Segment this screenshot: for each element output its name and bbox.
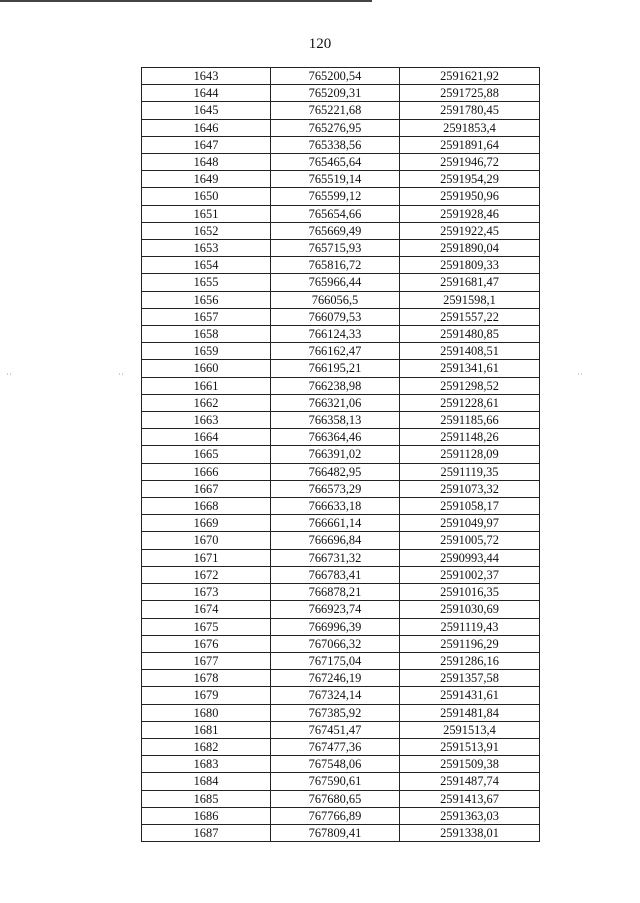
- x-coordinate-cell: 767809,41: [271, 824, 400, 841]
- x-coordinate-cell: 765816,72: [271, 257, 400, 274]
- point-number-cell: 1660: [142, 360, 271, 377]
- y-coordinate-cell: 2591946,72: [400, 154, 540, 171]
- y-coordinate-cell: 2591005,72: [400, 532, 540, 549]
- table-row: [142, 205, 540, 222]
- x-coordinate-cell: 765200,54: [271, 68, 400, 85]
- point-number-cell: 1677: [142, 652, 271, 669]
- x-coordinate-cell: 766731,32: [271, 549, 400, 566]
- y-coordinate-cell: 2591681,47: [400, 274, 540, 291]
- y-coordinate-cell: 2590993,44: [400, 549, 540, 566]
- x-coordinate-cell: 767175,04: [271, 652, 400, 669]
- table-row: [142, 549, 540, 566]
- x-coordinate-cell: 767066,32: [271, 635, 400, 652]
- x-coordinate-cell: 766573,29: [271, 480, 400, 497]
- point-number-cell: 1678: [142, 670, 271, 687]
- table-row: [142, 394, 540, 411]
- table-row: [142, 360, 540, 377]
- y-coordinate-cell: 2591148,26: [400, 429, 540, 446]
- table-row: [142, 240, 540, 257]
- point-number-cell: 1656: [142, 291, 271, 308]
- x-coordinate-cell: 766391,02: [271, 446, 400, 463]
- point-number-cell: 1653: [142, 240, 271, 257]
- x-coordinate-cell: 766056,5: [271, 291, 400, 308]
- x-coordinate-cell: 767246,19: [271, 670, 400, 687]
- table-row: [142, 463, 540, 480]
- table-row: [142, 68, 540, 85]
- point-number-cell: 1645: [142, 102, 271, 119]
- point-number-cell: 1672: [142, 566, 271, 583]
- point-number-cell: 1687: [142, 824, 271, 841]
- y-coordinate-cell: 2591286,16: [400, 652, 540, 669]
- table-row: [142, 480, 540, 497]
- x-coordinate-cell: 766162,47: [271, 343, 400, 360]
- scan-mark-inner: ˙˙: [118, 372, 124, 382]
- point-number-cell: 1643: [142, 68, 271, 85]
- point-number-cell: 1657: [142, 308, 271, 325]
- y-coordinate-cell: 2591922,45: [400, 222, 540, 239]
- y-coordinate-cell: 2591413,67: [400, 790, 540, 807]
- table-row: [142, 154, 540, 171]
- point-number-cell: 1673: [142, 584, 271, 601]
- y-coordinate-cell: 2591119,35: [400, 463, 540, 480]
- point-number-cell: 1682: [142, 738, 271, 755]
- point-number-cell: 1648: [142, 154, 271, 171]
- table-row: [142, 515, 540, 532]
- point-number-cell: 1667: [142, 480, 271, 497]
- point-number-cell: 1646: [142, 119, 271, 136]
- x-coordinate-cell: 767385,92: [271, 704, 400, 721]
- table-row: [142, 308, 540, 325]
- y-coordinate-cell: 2591016,35: [400, 584, 540, 601]
- y-coordinate-cell: 2591928,46: [400, 205, 540, 222]
- y-coordinate-cell: 2591058,17: [400, 498, 540, 515]
- y-coordinate-cell: 2591338,01: [400, 824, 540, 841]
- y-coordinate-cell: 2591725,88: [400, 85, 540, 102]
- x-coordinate-cell: 766878,21: [271, 584, 400, 601]
- table-row: [142, 222, 540, 239]
- table-row: [142, 188, 540, 205]
- x-coordinate-cell: 767324,14: [271, 687, 400, 704]
- table-row: [142, 377, 540, 394]
- y-coordinate-cell: 2591954,29: [400, 171, 540, 188]
- y-coordinate-cell: 2591128,09: [400, 446, 540, 463]
- x-coordinate-cell: 766783,41: [271, 566, 400, 583]
- y-coordinate-cell: 2591890,04: [400, 240, 540, 257]
- y-coordinate-cell: 2591298,52: [400, 377, 540, 394]
- point-number-cell: 1664: [142, 429, 271, 446]
- y-coordinate-cell: 2591557,22: [400, 308, 540, 325]
- y-coordinate-cell: 2591196,29: [400, 635, 540, 652]
- y-coordinate-cell: 2591049,97: [400, 515, 540, 532]
- table-row: [142, 171, 540, 188]
- x-coordinate-cell: 766696,84: [271, 532, 400, 549]
- x-coordinate-cell: 766996,39: [271, 618, 400, 635]
- table-row: [142, 824, 540, 841]
- table-row: [142, 738, 540, 755]
- x-coordinate-cell: 765519,14: [271, 171, 400, 188]
- point-number-cell: 1668: [142, 498, 271, 515]
- point-number-cell: 1685: [142, 790, 271, 807]
- x-coordinate-cell: 766124,33: [271, 326, 400, 343]
- table-row: [142, 446, 540, 463]
- y-coordinate-cell: 2591002,37: [400, 566, 540, 583]
- x-coordinate-cell: 765966,44: [271, 274, 400, 291]
- point-number-cell: 1679: [142, 687, 271, 704]
- x-coordinate-cell: 766321,06: [271, 394, 400, 411]
- y-coordinate-cell: 2591185,66: [400, 412, 540, 429]
- point-number-cell: 1650: [142, 188, 271, 205]
- x-coordinate-cell: 765276,95: [271, 119, 400, 136]
- x-coordinate-cell: 767477,36: [271, 738, 400, 755]
- x-coordinate-cell: 766364,46: [271, 429, 400, 446]
- point-number-cell: 1654: [142, 257, 271, 274]
- point-number-cell: 1665: [142, 446, 271, 463]
- point-number-cell: 1649: [142, 171, 271, 188]
- y-coordinate-cell: 2591513,91: [400, 738, 540, 755]
- x-coordinate-cell: 765221,68: [271, 102, 400, 119]
- table-row: [142, 807, 540, 824]
- table-row: [142, 670, 540, 687]
- table-row: [142, 326, 540, 343]
- scan-mark-right: ˙˙: [577, 372, 583, 382]
- y-coordinate-cell: 2591431,61: [400, 687, 540, 704]
- y-coordinate-cell: 2591891,64: [400, 136, 540, 153]
- table-row: [142, 618, 540, 635]
- table-row: [142, 532, 540, 549]
- point-number-cell: 1651: [142, 205, 271, 222]
- x-coordinate-cell: 766195,21: [271, 360, 400, 377]
- table-row: [142, 601, 540, 618]
- point-number-cell: 1663: [142, 412, 271, 429]
- y-coordinate-cell: 2591119,43: [400, 618, 540, 635]
- y-coordinate-cell: 2591480,85: [400, 326, 540, 343]
- point-number-cell: 1674: [142, 601, 271, 618]
- table-row: [142, 274, 540, 291]
- x-coordinate-cell: 766238,98: [271, 377, 400, 394]
- table-row: [142, 704, 540, 721]
- coordinates-table: [141, 67, 540, 842]
- point-number-cell: 1670: [142, 532, 271, 549]
- table-row: [142, 412, 540, 429]
- point-number-cell: 1652: [142, 222, 271, 239]
- table-row: [142, 687, 540, 704]
- x-coordinate-cell: 766661,14: [271, 515, 400, 532]
- point-number-cell: 1662: [142, 394, 271, 411]
- point-number-cell: 1684: [142, 773, 271, 790]
- point-number-cell: 1647: [142, 136, 271, 153]
- table-row: [142, 291, 540, 308]
- x-coordinate-cell: 766633,18: [271, 498, 400, 515]
- x-coordinate-cell: 766079,53: [271, 308, 400, 325]
- y-coordinate-cell: 2591950,96: [400, 188, 540, 205]
- y-coordinate-cell: 2591780,45: [400, 102, 540, 119]
- x-coordinate-cell: 765338,56: [271, 136, 400, 153]
- y-coordinate-cell: 2591228,61: [400, 394, 540, 411]
- x-coordinate-cell: 765465,64: [271, 154, 400, 171]
- x-coordinate-cell: 767590,61: [271, 773, 400, 790]
- point-number-cell: 1686: [142, 807, 271, 824]
- page-number: 120: [308, 36, 332, 52]
- y-coordinate-cell: 2591030,69: [400, 601, 540, 618]
- x-coordinate-cell: 765209,31: [271, 85, 400, 102]
- point-number-cell: 1658: [142, 326, 271, 343]
- x-coordinate-cell: 767451,47: [271, 721, 400, 738]
- x-coordinate-cell: 767548,06: [271, 756, 400, 773]
- point-number-cell: 1655: [142, 274, 271, 291]
- y-coordinate-cell: 2591809,33: [400, 257, 540, 274]
- table-row: [142, 85, 540, 102]
- x-coordinate-cell: 765669,49: [271, 222, 400, 239]
- table-row: [142, 721, 540, 738]
- scan-mark-left: ˙˙: [6, 372, 12, 382]
- top-rule: [0, 0, 372, 2]
- point-number-cell: 1644: [142, 85, 271, 102]
- x-coordinate-cell: 765715,93: [271, 240, 400, 257]
- x-coordinate-cell: 767680,65: [271, 790, 400, 807]
- y-coordinate-cell: 2591073,32: [400, 480, 540, 497]
- y-coordinate-cell: 2591408,51: [400, 343, 540, 360]
- x-coordinate-cell: 765599,12: [271, 188, 400, 205]
- point-number-cell: 1681: [142, 721, 271, 738]
- point-number-cell: 1661: [142, 377, 271, 394]
- x-coordinate-cell: 766482,95: [271, 463, 400, 480]
- table-row: [142, 119, 540, 136]
- x-coordinate-cell: 766358,13: [271, 412, 400, 429]
- table-row: [142, 584, 540, 601]
- point-number-cell: 1659: [142, 343, 271, 360]
- point-number-cell: 1666: [142, 463, 271, 480]
- table-row: [142, 652, 540, 669]
- table-row: [142, 136, 540, 153]
- table-row: [142, 343, 540, 360]
- table-row: [142, 790, 540, 807]
- y-coordinate-cell: 2591363,03: [400, 807, 540, 824]
- x-coordinate-cell: 766923,74: [271, 601, 400, 618]
- point-number-cell: 1683: [142, 756, 271, 773]
- table-row: [142, 102, 540, 119]
- coordinates-table-body: [142, 68, 540, 842]
- table-row: [142, 429, 540, 446]
- y-coordinate-cell: 2591621,92: [400, 68, 540, 85]
- table-row: [142, 773, 540, 790]
- y-coordinate-cell: 2591513,4: [400, 721, 540, 738]
- y-coordinate-cell: 2591598,1: [400, 291, 540, 308]
- table-row: [142, 635, 540, 652]
- y-coordinate-cell: 2591357,58: [400, 670, 540, 687]
- point-number-cell: 1671: [142, 549, 271, 566]
- table-row: [142, 566, 540, 583]
- y-coordinate-cell: 2591853,4: [400, 119, 540, 136]
- point-number-cell: 1675: [142, 618, 271, 635]
- x-coordinate-cell: 767766,89: [271, 807, 400, 824]
- point-number-cell: 1680: [142, 704, 271, 721]
- y-coordinate-cell: 2591341,61: [400, 360, 540, 377]
- point-number-cell: 1669: [142, 515, 271, 532]
- y-coordinate-cell: 2591509,38: [400, 756, 540, 773]
- table-row: [142, 498, 540, 515]
- y-coordinate-cell: 2591481,84: [400, 704, 540, 721]
- table-row: [142, 756, 540, 773]
- point-number-cell: 1676: [142, 635, 271, 652]
- table-row: [142, 257, 540, 274]
- y-coordinate-cell: 2591487,74: [400, 773, 540, 790]
- x-coordinate-cell: 765654,66: [271, 205, 400, 222]
